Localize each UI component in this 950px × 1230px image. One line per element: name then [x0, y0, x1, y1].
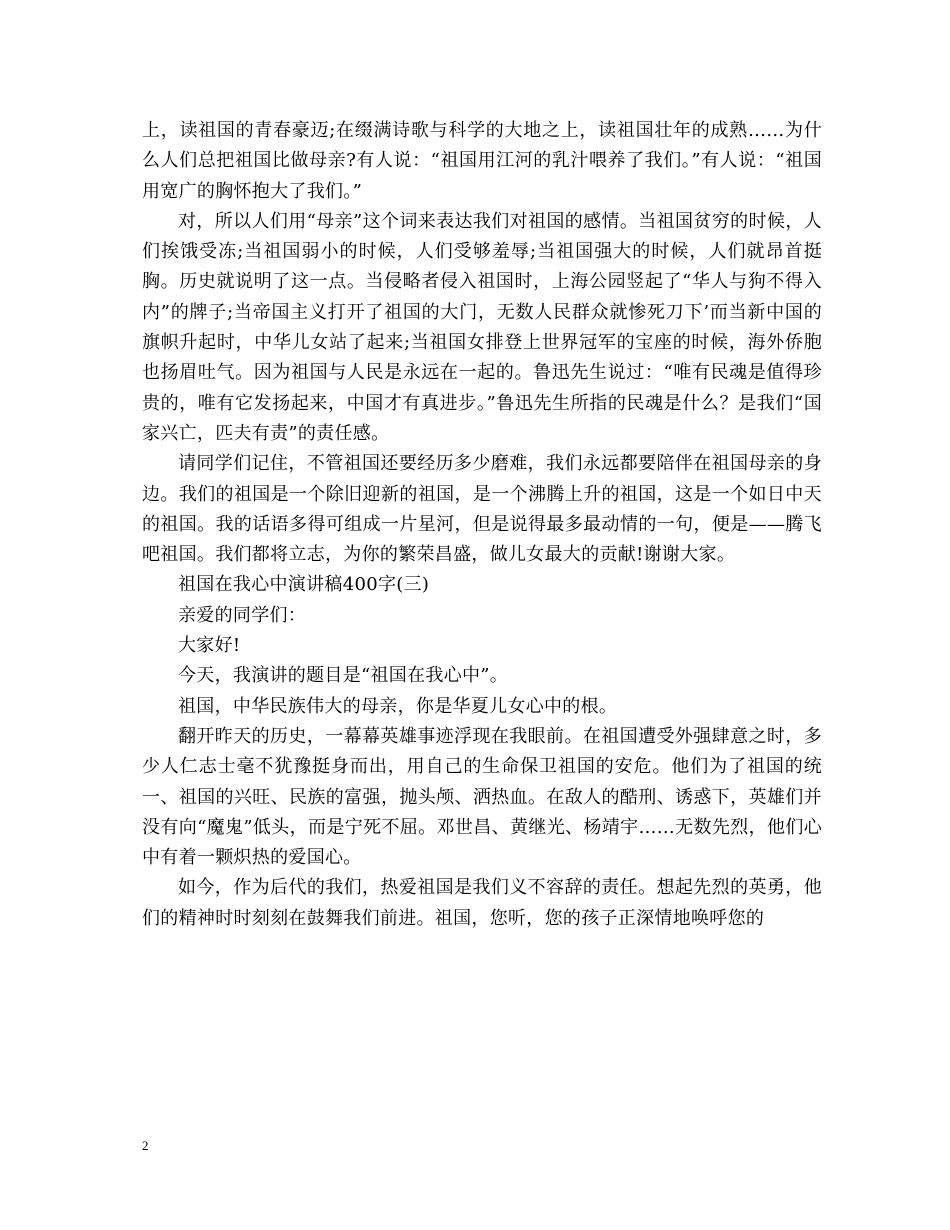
page-number: 2: [142, 1138, 149, 1153]
paragraph-9: 翻开昨天的历史，一幕幕英雄事迹浮现在我眼前。在祖国遭受外强肆意之时，多少人仁志士毫不犹豫挺身而出，用自己的生命保卫祖国的安危。他们为了祖国的统一、祖国的兴旺、民族的富强，抛头颅、洒热血。在敌人的酷刑、诱惑下，英雄们并没有向“魔鬼”低头，而是宁死不屈。邓世昌、黄继光、杨靖宇……无数先烈，他们心中有着一颗炽热的爱国心。: [142, 725, 822, 869]
salutation: 亲爱的同学们：: [178, 604, 307, 626]
speech-topic: 今天，我演讲的题目是“祖国在我心中”。: [178, 665, 509, 687]
paragraph-8: 祖国，中华民族伟大的母亲，你是华夏儿女心中的根。: [178, 695, 618, 717]
paragraph-10: 如今，作为后代的我们，热爱祖国是我们义不容辞的责任。想起先烈的英勇，他们的精神时时刻刻在鼓舞我们前进。祖国，您听，您的孩子正深情地唤呼您的: [142, 877, 822, 929]
greeting: 大家好!: [178, 635, 241, 657]
paragraph-3: 请同学们记住，不管祖国还要经历多少磨难，我们永远都要陪伴在祖国母亲的身边。我们的祖国是一个除旧迎新的祖国，是一个沸腾上升的祖国，这是一个如日中天的祖国。我的话语多得可组成一片星河，但是说得最多最动情的一句，便是——腾飞吧祖国。我们都将立志，为你的繁荣昌盛，做儿女最大的贡献!谢谢大家。: [142, 453, 822, 566]
paragraph-1: 上，读祖国的青春豪迈;在缀满诗歌与科学的大地之上，读祖国壮年的成熟……为什么人们总把祖国比做母亲?有人说：“祖国用江河的乳汁喂养了我们。”有人说：“祖国用宽广的胸怀抱大了我们。”: [142, 120, 822, 202]
section-heading: 祖国在我心中演讲稿400字(三): [178, 574, 430, 596]
paragraph-2: 对，所以人们用“母亲”这个词来表达我们对祖国的感情。当祖国贫穷的时候，人们挨饿受冻;当祖国弱小的时候，人们受够羞辱;当祖国强大的时候，人们就昂首挺胸。历史就说明了这一点。当侵略者侵入祖国时，上海公园竖起了“华人与狗不得入内”的牌子;当帝国主义打开了祖国的大门，无数人民群众就惨死刀下’而当新中国的旗帜升起时，中华儿女站了起来;当祖国女排登上世界冠军的宝座的时候，海外侨胞也扬眉吐气。因为祖国与人民是永远在一起的。鲁迅先生说过：“唯有民魂是值得珍贵的，唯有它发扬起来，中国才有真进步。”鲁迅先生所指的民魂是什么？是我们“国家兴亡，匹夫有责”的责任感。: [142, 210, 822, 444]
document-body: [142, 116, 822, 934]
